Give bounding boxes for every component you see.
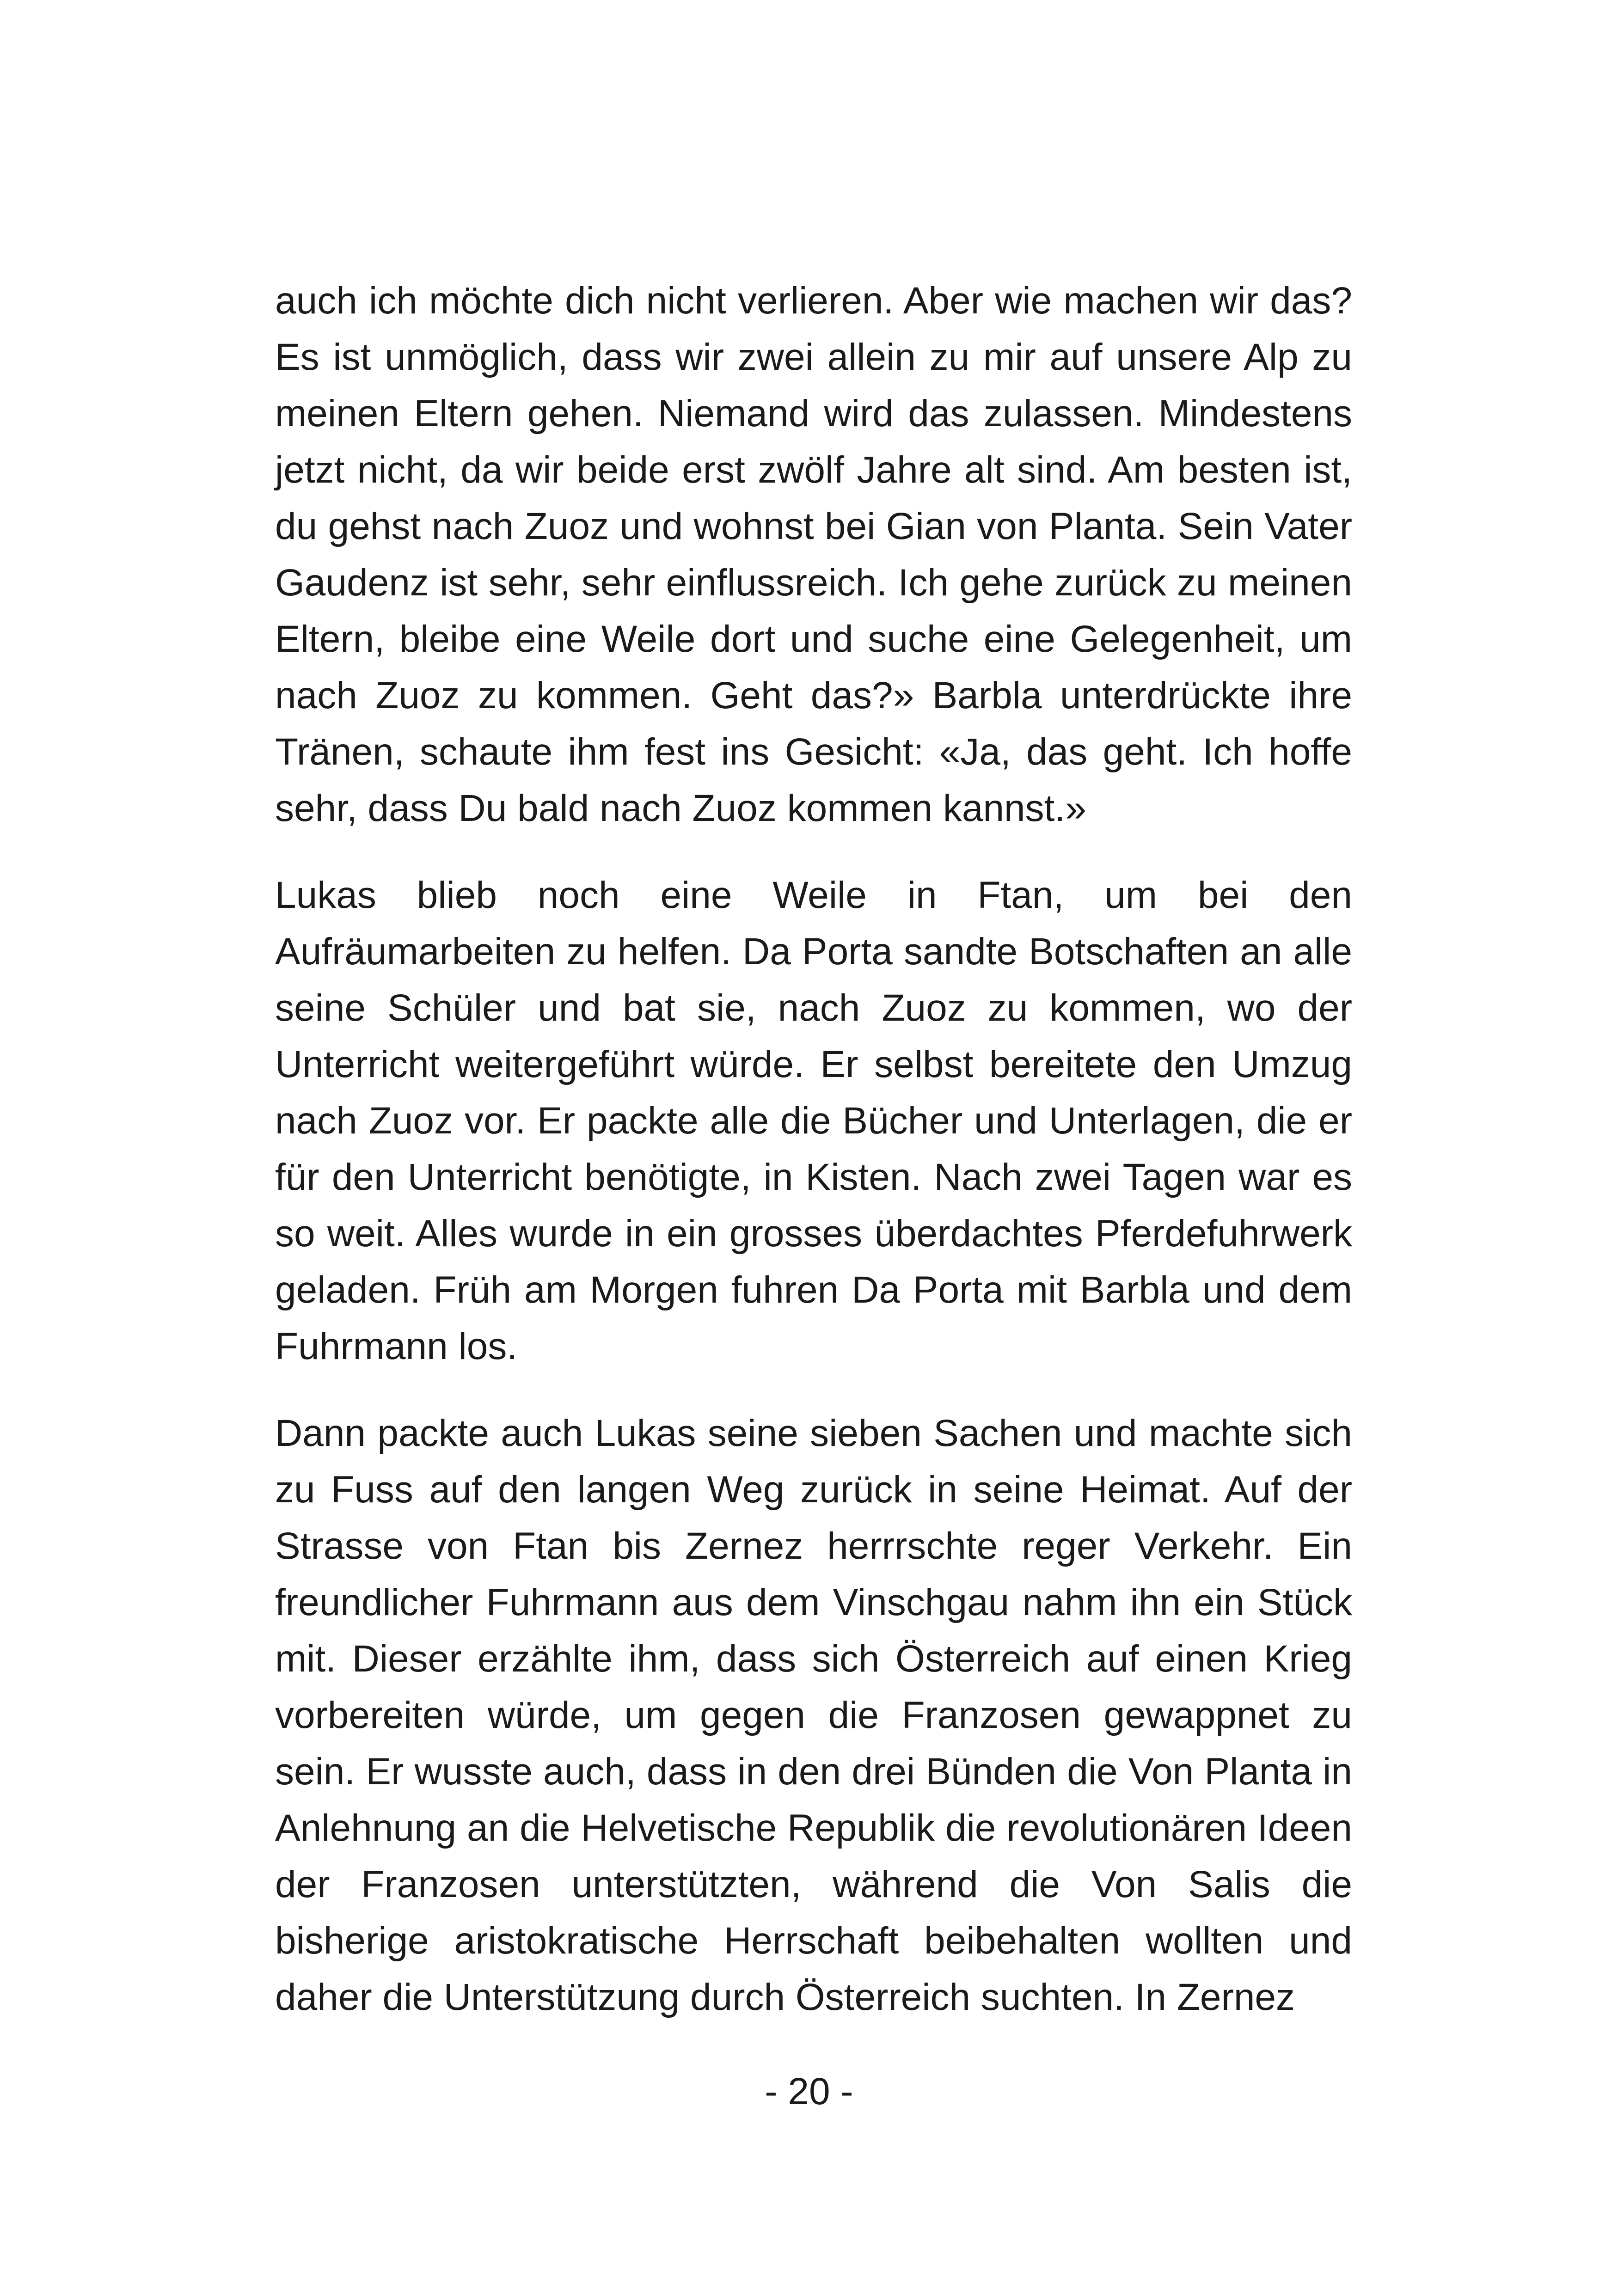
page-number: - 20 - bbox=[765, 2070, 853, 2112]
body-text bbox=[275, 273, 1352, 2026]
paragraph-2: Lukas blieb noch eine Weile in Ftan, um bei den Aufräumarbeiten zu helfen. Da Porta sandte Botschaften an alle seine Schüler und bat sie, nach Zuoz zu kommen, wo der Unterricht weitergeführt würde. Er selbst bereitete den Umzug nach Zuoz vor. Er packte alle die Bücher und Unterlagen, die er für den Unterricht benötigte, in Kisten. Nach zwei Tagen war es so weit. Alles wurde in ein grosses überdachtes Pferdefuhrwerk geladen. Früh am Morgen fuhren Da Porta mit Barbla und dem Fuhrmann los. bbox=[275, 874, 1352, 1367]
paragraph-1: auch ich möchte dich nicht verlieren. Aber wie machen wir das? Es ist unmöglich, dass wir zwei allein zu mir auf unsere Alp zu meinen Eltern gehen. Niemand wird das zulassen. Mindestens jetzt nicht, da wir beide erst zwölf Jahre alt sind. Am besten ist, du gehst nach Zuoz und wohnst bei Gian von Planta. Sein Vater Gaudenz ist sehr, sehr einflussreich. Ich gehe zurück zu meinen Eltern, bleibe eine Weile dort und suche eine Gelegenheit, um nach Zuoz zu kommen. Geht das?» Barbla unterdrückte ihre Tränen, schaute ihm fest ins Gesicht: «Ja, das geht. Ich hoffe sehr, dass Du bald nach Zuoz kommen kannst.» bbox=[275, 280, 1352, 829]
paragraph-3: Dann packte auch Lukas seine sieben Sachen und machte sich zu Fuss auf den langen Weg zurück in seine Heimat. Auf der Strasse von Ftan bis Zernez herrrschte reger Verkehr. Ein freundlicher Fuhrmann aus dem Vinschgau nahm ihn ein Stück mit. Dieser erzählte ihm, dass sich Österreich auf einen Krieg vorbereiten würde, um gegen die Franzosen gewappnet zu sein. Er wusste auch, dass in den drei Bünden die Von Planta in Anlehnung an die Helvetische Republik die revolutionären Ideen der Franzosen unterstützten, während die Von Salis die bisherige aristokratische Herrschaft beibehalten wollten und daher die Unterstützung durch Österreich suchten. In Zernez bbox=[275, 1412, 1352, 2018]
